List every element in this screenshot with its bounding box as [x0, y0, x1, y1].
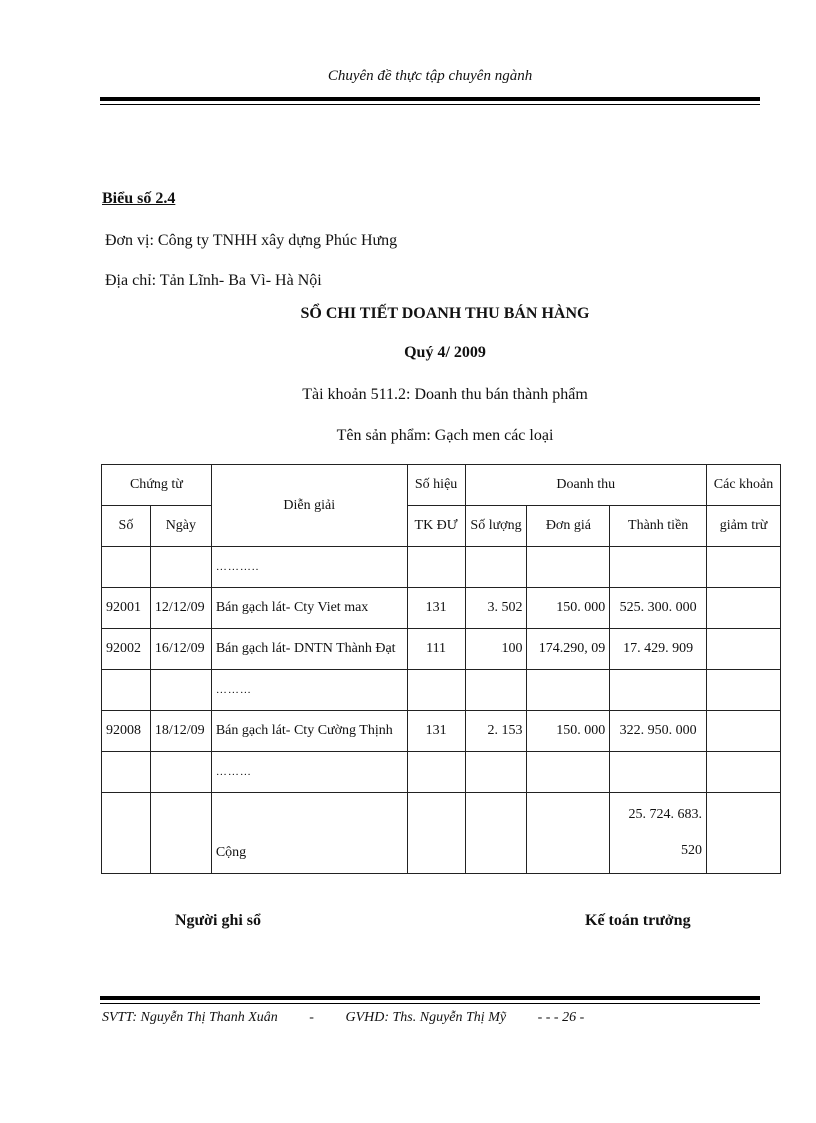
- cell-so: 92001: [102, 588, 151, 629]
- header-rule: [100, 97, 760, 101]
- cell-so: [102, 752, 151, 793]
- total-amount-line2: 520: [681, 843, 703, 858]
- header-so-hieu: Số hiệu: [407, 465, 465, 506]
- table-subheader-row: [102, 506, 781, 547]
- cell-don-gia: 150. 000: [527, 711, 610, 752]
- cell-don-gia: 174.290, 09: [527, 629, 610, 670]
- table-row: [102, 629, 781, 670]
- form-reference: Biểu số 2.4: [102, 190, 176, 207]
- total-cell-so: [102, 793, 151, 874]
- cell-ngay: [150, 670, 211, 711]
- ledger-table: [101, 464, 781, 874]
- cell-giam-tru: [707, 711, 781, 752]
- cell-so-luong: 100: [465, 629, 527, 670]
- header-chung-tu: Chứng từ: [102, 465, 212, 506]
- footer-rule: [100, 996, 760, 1000]
- ledger-product: Tên sản phẩm: Gạch men các loại: [336, 427, 554, 444]
- ledger-account: Tài khoản 511.2: Doanh thu bán thành phẩm: [302, 386, 588, 403]
- cell-tk: 111: [407, 629, 465, 670]
- cell-dien-giai: Bán gạch lát- DNTN Thành Đạt: [211, 629, 407, 670]
- cell-so: [102, 670, 151, 711]
- cell-dien-giai: ………..: [211, 547, 407, 588]
- total-cell-so-luong: [465, 793, 527, 874]
- cell-giam-tru: [707, 752, 781, 793]
- footer-page-number: - - - 26 -: [537, 1010, 585, 1025]
- header-cac-khoan: Các khoản: [707, 465, 781, 506]
- cell-so-luong: 3. 502: [465, 588, 527, 629]
- cell-dien-giai: Bán gạch lát- Cty Viet max: [211, 588, 407, 629]
- total-amount-line1: 25. 724. 683.: [628, 807, 703, 822]
- cell-giam-tru: [707, 670, 781, 711]
- cell-tk: [407, 752, 465, 793]
- running-header: Chuyên đề thực tập chuyên ngành: [327, 68, 533, 84]
- cell-giam-tru: [707, 588, 781, 629]
- signature-chief-accountant: Kế toán trưởng: [585, 912, 691, 929]
- cell-thanh-tien: 322. 950. 000: [610, 711, 707, 752]
- cell-don-gia: [527, 547, 610, 588]
- cell-ngay: [150, 752, 211, 793]
- cell-giam-tru: [707, 547, 781, 588]
- signature-recorder: Người ghi sổ: [175, 912, 262, 929]
- cell-thanh-tien: [610, 752, 707, 793]
- cell-so-luong: [465, 547, 527, 588]
- total-amount: [610, 793, 707, 874]
- cell-giam-tru: [707, 629, 781, 670]
- header-doanh-thu: Doanh thu: [465, 465, 707, 506]
- header-don-gia: Đơn giá: [527, 506, 610, 547]
- header-ngay: Ngày: [150, 506, 211, 547]
- cell-so: [102, 547, 151, 588]
- header-giam-tru: giảm trừ: [707, 506, 781, 547]
- table-row: [102, 670, 781, 711]
- header-tk-du: TK ĐƯ: [407, 506, 465, 547]
- cell-tk: 131: [407, 711, 465, 752]
- cell-thanh-tien: 525. 300. 000: [610, 588, 707, 629]
- table-row: [102, 752, 781, 793]
- cell-so: 92002: [102, 629, 151, 670]
- total-cell-ngay: [150, 793, 211, 874]
- cell-don-gia: [527, 670, 610, 711]
- ledger-period: Quý 4/ 2009: [404, 344, 486, 361]
- company-unit: Đơn vị: Công ty TNHH xây dựng Phúc Hưng: [105, 232, 398, 249]
- footer: [102, 1010, 612, 1026]
- table-row: [102, 711, 781, 752]
- total-label: Cộng: [211, 793, 407, 874]
- cell-so-luong: 2. 153: [465, 711, 527, 752]
- table-row: [102, 588, 781, 629]
- footer-rule-thin: [100, 1003, 760, 1004]
- table-total-row: [102, 793, 781, 874]
- cell-ngay: 16/12/09: [150, 629, 211, 670]
- cell-tk: 131: [407, 588, 465, 629]
- cell-ngay: 18/12/09: [150, 711, 211, 752]
- header-thanh-tien: Thành tiền: [610, 506, 707, 547]
- company-address: Địa chỉ: Tản Lĩnh- Ba Vì- Hà Nội: [105, 272, 322, 289]
- ledger-title: SỔ CHI TIẾT DOANH THU BÁN HÀNG: [300, 305, 590, 322]
- cell-ngay: [150, 547, 211, 588]
- cell-thanh-tien: [610, 547, 707, 588]
- cell-thanh-tien: [610, 670, 707, 711]
- header-dien-giai: Diễn giải: [211, 465, 407, 547]
- cell-tk: [407, 670, 465, 711]
- footer-separator: -: [309, 1010, 314, 1025]
- total-cell-don-gia: [527, 793, 610, 874]
- cell-tk: [407, 547, 465, 588]
- table-row: [102, 547, 781, 588]
- cell-so: 92008: [102, 711, 151, 752]
- cell-so-luong: [465, 752, 527, 793]
- cell-so-luong: [465, 670, 527, 711]
- cell-ngay: 12/12/09: [150, 588, 211, 629]
- header-so: Số: [102, 506, 151, 547]
- cell-dien-giai: ………: [211, 670, 407, 711]
- footer-student: SVTT: Nguyễn Thị Thanh Xuân: [102, 1010, 278, 1025]
- cell-don-gia: 150. 000: [527, 588, 610, 629]
- cell-don-gia: [527, 752, 610, 793]
- header-so-luong: Số lượng: [465, 506, 527, 547]
- cell-thanh-tien: 17. 429. 909: [610, 629, 707, 670]
- header-rule-thin: [100, 104, 760, 105]
- total-cell-giam-tru: [707, 793, 781, 874]
- table-header-row: [102, 465, 781, 506]
- footer-advisor: GVHD: Ths. Nguyễn Thị Mỹ: [345, 1010, 507, 1025]
- total-cell-tk: [407, 793, 465, 874]
- cell-dien-giai: ………: [211, 752, 407, 793]
- cell-dien-giai: Bán gạch lát- Cty Cường Thịnh: [211, 711, 407, 752]
